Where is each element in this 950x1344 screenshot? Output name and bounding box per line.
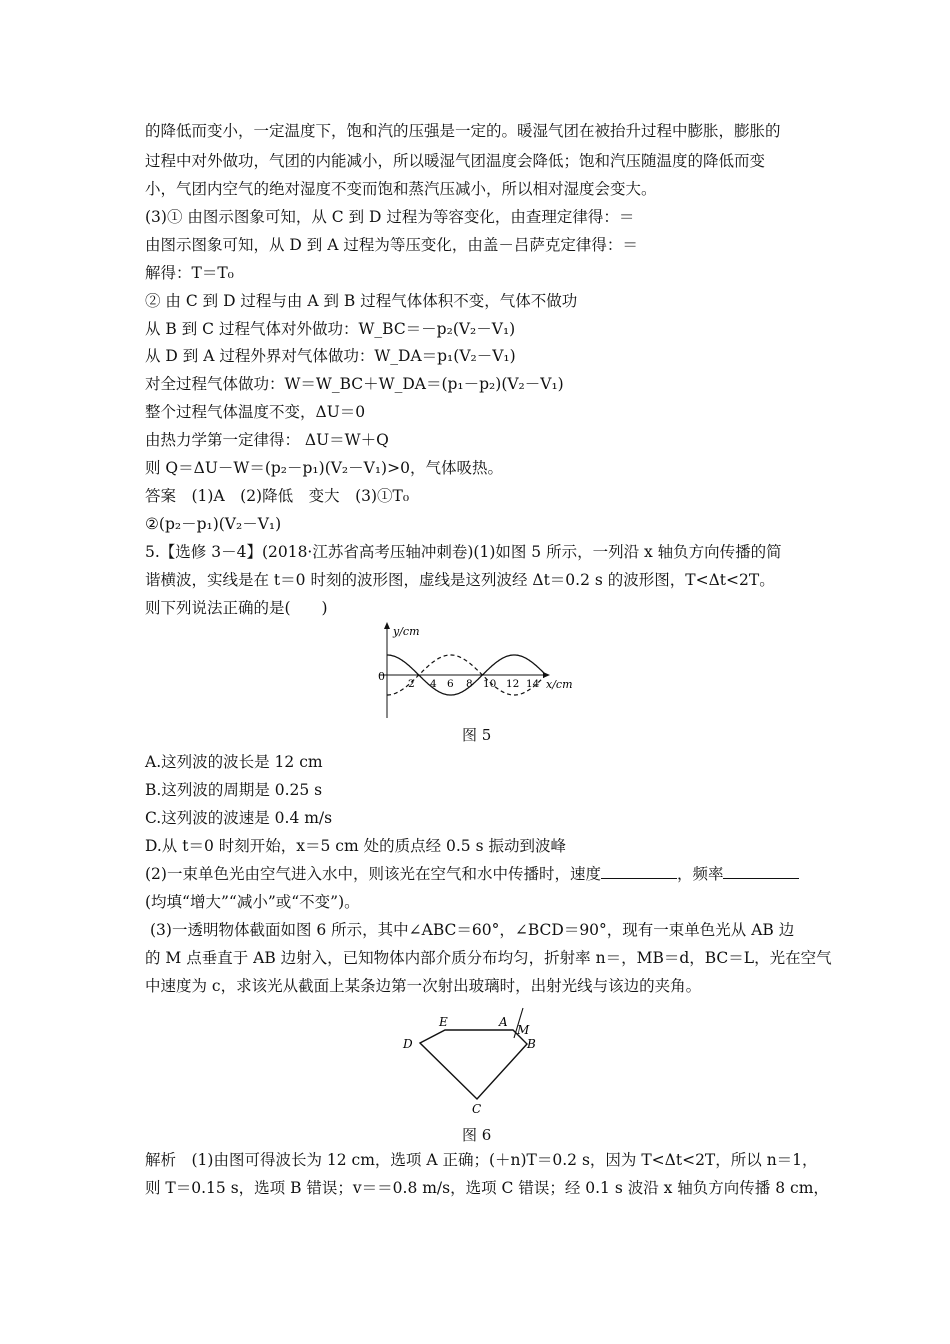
figure-5-wave-graph [360, 620, 590, 720]
question-2 [145, 864, 799, 884]
figure-5-caption: 图 5 [462, 726, 492, 744]
text-line: 解得：T＝T₀ [145, 264, 234, 282]
text-line: 从 D 到 A 过程外界对气体做功：W_DA＝p₁(V₂－V₁) [145, 347, 516, 365]
tick-label: 4 [430, 678, 437, 690]
text-line: 从 B 到 C 过程气体对外做功：W_BC＝－p₂(V₂－V₁) [145, 320, 516, 338]
x-axis-label: x/cm [546, 678, 573, 691]
label-e: E [439, 1015, 448, 1029]
question-2-line-2: (均填“增大”“减小”或“不变”)。 [145, 893, 360, 911]
text-line: 由图示图象可知，从 D 到 A 过程为等压变化，由盖－吕萨克定律得：＝ [145, 236, 638, 254]
answer-line: 答案 (1)A (2)降低 变大 (3)①T₀ [145, 487, 410, 505]
text-line: 过程中对外做功，气团的内能减小，所以暖湿气团温度会降低；饱和汽压随温度的降低而变 [145, 152, 766, 170]
label-a: A [499, 1015, 508, 1029]
tick-label: 2 [408, 678, 415, 690]
q2-text: (2)一束单色光由空气进入水中，则该光在空气和水中传播时，速度 [145, 865, 601, 883]
analysis-line: 则 T＝0.15 s，选项 B 错误；v＝＝0.8 m/s，选项 C 错误；经 0.1 s 波沿 x 轴负方向传播 8 cm， [145, 1179, 829, 1197]
option-d: D.从 t＝0 时刻开始，x＝5 cm 处的质点经 0.5 s 振动到波峰 [145, 837, 566, 855]
figure-6-polygon [395, 1002, 555, 1122]
text-line: 由热力学第一定律得： ΔU＝W＋Q [145, 431, 389, 449]
q2-text-mid: ，频率 [676, 865, 724, 883]
origin-label: 0 [378, 670, 385, 683]
question-3-line: 的 M 点垂直于 AB 边射入，已知物体内部介质分布均匀，折射率 n＝，MB＝d，BC＝L，光在空气 [145, 949, 832, 967]
figure-6-caption: 图 6 [462, 1126, 492, 1144]
tick-label: 14 [526, 678, 540, 690]
option-b: B.这列波的周期是 0.25 s [145, 781, 323, 799]
tick-label: 8 [466, 678, 473, 690]
text-line: 则 Q＝ΔU－W＝(p₂－p₁)(V₂－V₁)>0，气体吸热。 [145, 459, 503, 477]
label-m: M [517, 1023, 530, 1037]
question-3-line: (3)一透明物体截面如图 6 所示，其中∠ABC＝60°，∠BCD＝90°，现有一束单色光从 AB 边 [150, 921, 795, 939]
option-c: C.这列波的波速是 0.4 m/s [145, 809, 333, 827]
y-axis-arrow [384, 622, 390, 629]
cross-section-outline [420, 1030, 527, 1099]
tick-label: 12 [506, 678, 520, 690]
tick-label: 10 [483, 678, 497, 690]
speed-blank [601, 864, 677, 879]
answer-line: ②(p₂－p₁)(V₂－V₁) [145, 515, 282, 533]
frequency-blank [723, 864, 799, 879]
y-axis-label: y/cm [393, 625, 420, 638]
label-d: D [403, 1037, 413, 1051]
label-b: B [527, 1037, 536, 1051]
text-line: 的降低而变小，一定温度下，饱和汽的压强是一定的。暖湿气团在被抬升过程中膨胀，膨胀的 [145, 122, 781, 140]
tick-label: 6 [447, 678, 454, 690]
option-a: A.这列波的波长是 12 cm [145, 753, 323, 771]
text-line: (3)① 由图示图象可知，从 C 到 D 过程为等容变化，由查理定律得：＝ [145, 208, 635, 226]
text-line: 整个过程气体温度不变，ΔU＝0 [145, 403, 366, 421]
text-line: 对全过程气体做功：W＝W_BC＋W_DA＝(p₁－p₂)(V₂－V₁) [145, 375, 564, 393]
text-line: 小，气团内空气的绝对湿度不变而饱和蒸汽压减小，所以相对湿度会变大。 [145, 180, 657, 198]
question-line: 则下列说法正确的是( ) [145, 599, 328, 617]
question-line: 5.【选修 3－4】(2018·江苏省高考压轴冲刺卷)(1)如图 5 所示，一列沿 x 轴负方向传播的简 [145, 543, 782, 561]
label-c: C [472, 1102, 482, 1116]
analysis-line: 解析 (1)由图可得波长为 12 cm，选项 A 正确；(＋n)T＝0.2 s，因为 T<Δt<2T，所以 n＝1， [145, 1151, 818, 1169]
text-line: ② 由 C 到 D 过程与由 A 到 B 过程气体体积不变，气体不做功 [145, 292, 578, 310]
question-line: 谐横波，实线是在 t＝0 时刻的波形图，虚线是这列波经 Δt＝0.2 s 的波形图，T<Δt<2T。 [145, 571, 775, 589]
question-3-line: 中速度为 c，求该光从截面上某条边第一次射出玻璃时，出射光线与该边的夹角。 [145, 977, 702, 995]
